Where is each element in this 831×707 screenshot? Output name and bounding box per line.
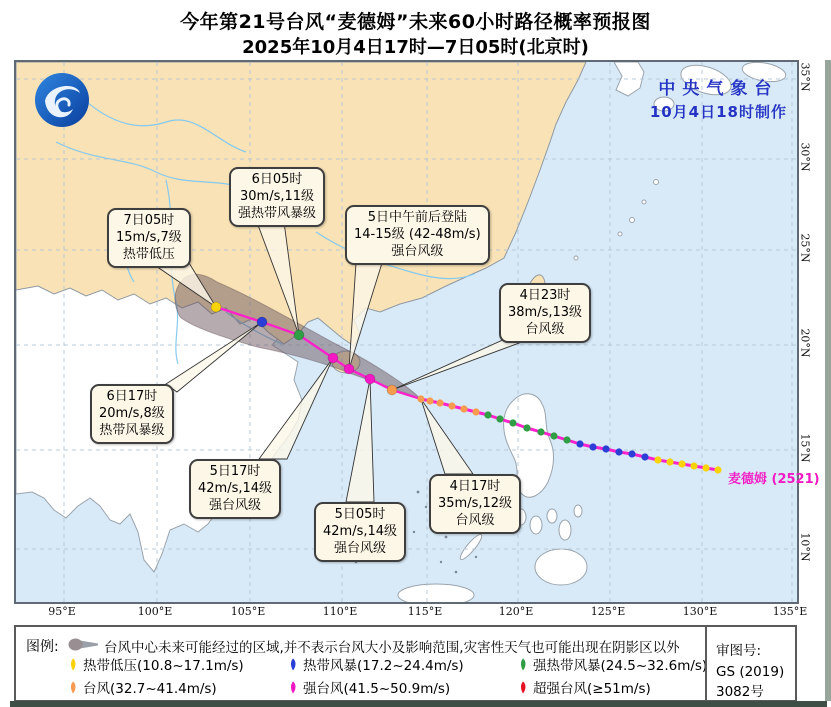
callout-line: 14-15级 (42-48m/s)	[354, 227, 481, 242]
issue-time: 10月4日18时制作	[649, 103, 787, 121]
forecast-callout	[499, 283, 591, 343]
callout-line: 强热带风暴级	[238, 206, 317, 221]
intensity-dot-icon	[518, 658, 528, 671]
forecast-callout	[229, 167, 325, 227]
forecast-callout	[189, 459, 281, 519]
right-shadow-bar	[825, 60, 831, 701]
bottom-shadow-bar	[10, 701, 827, 707]
lon-axis-label: 105°E	[230, 605, 266, 618]
lat-axis-label: 20°N	[798, 328, 812, 358]
lon-axis-label: 130°E	[682, 605, 718, 618]
lat-axis-label: 10°N	[798, 532, 812, 562]
storm-name-label: 麦德姆 (2521)	[728, 472, 820, 487]
callout-line: 20m/s,8级	[99, 406, 165, 421]
legend-item-label: 热带低压(10.8~17.1m/s)	[83, 658, 244, 674]
callout-line: 38m/s,13级	[508, 305, 583, 320]
track-point-history	[417, 395, 424, 402]
track-point-forecast	[328, 353, 338, 363]
track-point-forecast	[387, 385, 397, 395]
callout-line: 30m/s,11级	[239, 189, 315, 204]
page-title: 今年第21号台风“麦德姆”未来60小时路径概率预报图	[180, 11, 651, 33]
legend-item-label: 强热带风暴(24.5~32.6m/s)	[533, 658, 708, 674]
track-point-forecast	[344, 364, 354, 374]
agency-block	[650, 74, 787, 122]
callout-line: 35m/s,12级	[438, 496, 513, 511]
track-point-history	[523, 424, 530, 431]
callout-line: 6日17时	[106, 389, 158, 404]
callout-pointer	[346, 379, 374, 502]
track-point-history	[714, 466, 721, 473]
callout-line: 42m/s,14级	[323, 524, 398, 539]
track-point-history	[702, 464, 709, 471]
track-point-history	[484, 411, 491, 418]
lon-axis-label: 110°E	[322, 605, 358, 618]
track-point-history	[436, 399, 443, 406]
forecast-callout	[314, 502, 406, 562]
legend-title: 图例:	[26, 639, 59, 655]
track-point-history	[589, 443, 596, 450]
track-point-history	[678, 460, 685, 467]
legend-item	[288, 654, 464, 674]
review-value: GS (2019) 3082号	[716, 664, 785, 700]
legend-item-label: 强台风(41.5~50.9m/s)	[303, 681, 451, 697]
callout-line: 4日23时	[519, 288, 571, 303]
legend-item	[518, 654, 707, 674]
callout-line: 15m/s,7级	[116, 230, 182, 245]
legend-item-label: 台风(32.7~41.4m/s)	[83, 681, 217, 697]
legend-item	[288, 677, 450, 697]
callout-line: 台风级	[525, 322, 565, 337]
track-point-history	[576, 440, 583, 447]
intensity-dot-icon	[518, 681, 528, 694]
track-point-history	[426, 397, 433, 404]
legend-box	[14, 625, 797, 702]
legend-item	[518, 677, 651, 697]
lon-axis-label: 120°E	[498, 605, 534, 618]
callout-line: 强台风级	[391, 244, 444, 259]
cone-note: 台风中心未来可能经过的区域,并不表示台风大小及影响范围,灾害性天气也可能出现在阴影区以外	[104, 640, 680, 656]
callout-line: 4日17时	[449, 479, 501, 494]
callout-line: 5日17时	[209, 464, 261, 479]
track-point-forecast	[211, 302, 221, 312]
track-point-history	[537, 428, 544, 435]
track-point-history	[602, 445, 609, 452]
track-point-forecast	[365, 374, 375, 384]
forecast-callout	[429, 474, 521, 534]
map-review-number	[705, 627, 795, 700]
forecast-callout	[90, 384, 174, 444]
callout-line: 强台风级	[209, 498, 262, 513]
callout-line: 台风级	[455, 513, 495, 528]
legend-item-label: 超强台风(≥51m/s)	[533, 681, 651, 697]
callout-line: 热带低压	[122, 247, 175, 262]
track-point-history	[628, 450, 635, 457]
legend-item-label: 热带风暴(17.2~24.4m/s)	[303, 658, 464, 674]
legend-item	[68, 677, 217, 697]
track-point-history	[448, 402, 455, 409]
track-point-history	[563, 436, 570, 443]
callout-line: 7日05时	[123, 213, 175, 228]
intensity-dot-icon	[288, 681, 298, 694]
callout-line: 热带风暴级	[99, 423, 165, 438]
callout-line: 强台风级	[334, 541, 387, 556]
track-point-history	[550, 432, 557, 439]
track-point-history	[509, 419, 516, 426]
callout-line: 6日05时	[251, 172, 303, 187]
track-point-history	[654, 456, 661, 463]
track-point-history	[615, 448, 622, 455]
legend-item	[68, 654, 244, 674]
track-point-history	[666, 458, 673, 465]
lat-axis-label: 30°N	[798, 142, 812, 172]
lon-axis-label: 95°E	[48, 605, 76, 618]
cone-legend-icon	[68, 637, 100, 652]
intensity-dot-icon	[288, 658, 298, 671]
lat-axis-label: 35°N	[798, 62, 812, 92]
callout-pointer	[392, 339, 530, 390]
callout-line: 5日05时	[334, 507, 386, 522]
callout-line: 5日中午前后登陆	[367, 210, 467, 225]
forecast-callout	[345, 205, 490, 265]
review-label: 审图号:	[716, 643, 762, 659]
forecast-callout	[107, 208, 191, 268]
track-point-history	[496, 415, 503, 422]
track-point-forecast	[294, 330, 304, 340]
intensity-dot-icon	[68, 681, 78, 694]
track-point-history	[641, 453, 648, 460]
lon-axis-label: 135°E	[772, 605, 808, 618]
lon-axis-label: 100°E	[137, 605, 173, 618]
lon-axis-label: 115°E	[407, 605, 443, 618]
track-point-forecast	[257, 317, 267, 327]
track-point-history	[690, 462, 697, 469]
lon-axis-label: 125°E	[590, 605, 626, 618]
track-point-history	[460, 405, 467, 412]
lat-axis-label: 25°N	[798, 233, 812, 263]
page-subtitle: 2025年10月4日17时—7日05时(北京时)	[242, 37, 589, 58]
intensity-dot-icon	[68, 658, 78, 671]
cma-logo-icon	[32, 70, 92, 130]
map-canvas	[16, 62, 797, 602]
track-point-history	[472, 408, 479, 415]
agency-name: 中央气象台	[658, 79, 779, 99]
lat-axis-label: 15°N	[798, 433, 812, 463]
callout-line: 42m/s,14级	[198, 481, 273, 496]
